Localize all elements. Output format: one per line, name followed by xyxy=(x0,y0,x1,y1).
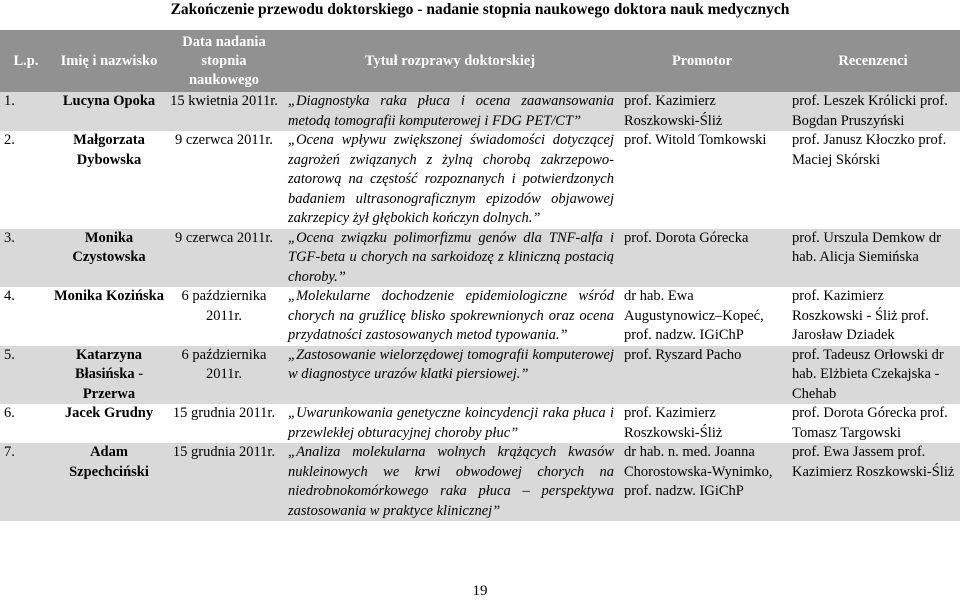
row-reviews: prof. Urszula Demkow dr hab. Alicja Siemińska xyxy=(786,229,960,288)
row-reviews: prof. Dorota Górecka prof. Tomasz Targowski xyxy=(786,404,960,443)
row-promoter: prof. Dorota Górecka xyxy=(618,229,786,288)
row-thesis: „Ocena związku polimorfizmu genów dla TNF-alfa i TGF-beta u chorych na sarkoidozę z kliniczną postacią choroby.” xyxy=(282,229,618,288)
row-lp: 1. xyxy=(0,92,52,131)
row-lp: 6. xyxy=(0,404,52,443)
table-header-row xyxy=(0,30,960,92)
row-date: 15 grudnia 2011r. xyxy=(166,443,282,521)
row-thesis: „Diagnostyka raka płuca i ocena zaawansowania metodą tomografii komputerowej i FDG PET/CT” xyxy=(282,92,618,131)
row-lp: 2. xyxy=(0,131,52,229)
row-date: 9 czerwca 2011r. xyxy=(166,229,282,288)
row-thesis: „Ocena wpływu zwiększonej świadomości dotyczącej zagrożeń związanych z żylną chorobą zakrzepowo-zatorową na częstość rozpoznanych i potwierdzonych badaniem ultrasonograficznym epizodów objawowej zakrzepicy żył głębokich kończyn dolnych.” xyxy=(282,131,618,229)
header-name: Imię i nazwisko xyxy=(52,30,166,92)
row-name: Katarzyna Błasińska - Przerwa xyxy=(52,346,166,405)
row-promoter: prof. Ryszard Pacho xyxy=(618,346,786,405)
table-row xyxy=(0,404,960,443)
row-promoter: prof. Witold Tomkowski xyxy=(618,131,786,229)
row-name: Monika Kozińska xyxy=(52,287,166,346)
row-reviews: prof. Kazimierz Roszkowski - Śliż prof. Jarosław Dziadek xyxy=(786,287,960,346)
row-reviews: prof. Tadeusz Orłowski dr hab. Elżbieta Czekajska - Chehab xyxy=(786,346,960,405)
row-name: Monika Czystowska xyxy=(52,229,166,288)
row-reviews: prof. Ewa Jassem prof. Kazimierz Roszkowski-Śliż xyxy=(786,443,960,521)
header-promoter: Promotor xyxy=(618,30,786,92)
row-name: Adam Szpechciński xyxy=(52,443,166,521)
row-reviews: prof. Janusz Kłoczko prof. Maciej Skórski xyxy=(786,131,960,229)
header-reviews: Recenzenci xyxy=(786,30,960,92)
row-date: 6 października 2011r. xyxy=(166,346,282,405)
row-lp: 4. xyxy=(0,287,52,346)
table-row xyxy=(0,287,960,346)
row-thesis: „Molekularne dochodzenie epidemiologiczne wśród chorych na gruźlicę blisko spokrewnionych oraz ocena przydatności zastosowanych metod typowania.” xyxy=(282,287,618,346)
page-title: Zakończenie przewodu doktorskiego - nadanie stopnia naukowego doktora nauk medycznych xyxy=(170,1,790,18)
table-row xyxy=(0,443,960,521)
table-row xyxy=(0,92,960,131)
row-thesis: „Zastosowanie wielorzędowej tomografii komputerowej w diagnostyce urazów klatki piersiowej.” xyxy=(282,346,618,405)
header-lp: L.p. xyxy=(0,30,52,92)
doctorates-table xyxy=(0,30,960,521)
row-date: 15 kwietnia 2011r. xyxy=(166,92,282,131)
row-thesis: „Analiza molekularna wolnych krążących kwasów nukleinowych we krwi obwodowej chorych na niedrobnokomórkowego raka płuca – perspektywa zastosowania w praktyce klinicznej” xyxy=(282,443,618,521)
header-thesis: Tytuł rozprawy doktorskiej xyxy=(282,30,618,92)
row-date: 9 czerwca 2011r. xyxy=(166,131,282,229)
table-row xyxy=(0,229,960,288)
table-row xyxy=(0,131,960,229)
row-promoter: prof. Kazimierz Roszkowski-Śliż xyxy=(618,404,786,443)
row-name: Małgorzata Dybowska xyxy=(52,131,166,229)
row-promoter: dr hab. Ewa Augustynowicz–Kopeć, prof. nadzw. IGiChP xyxy=(618,287,786,346)
row-name: Jacek Grudny xyxy=(52,404,166,443)
row-date: 6 października 2011r. xyxy=(166,287,282,346)
row-date: 15 grudnia 2011r. xyxy=(166,404,282,443)
row-thesis: „Uwarunkowania genetyczne koincydencji raka płuca i przewlekłej obturacyjnej choroby płuc” xyxy=(282,404,618,443)
row-lp: 3. xyxy=(0,229,52,288)
row-lp: 7. xyxy=(0,443,52,521)
header-date: Data nadania stopnia naukowego xyxy=(166,30,282,92)
row-promoter: prof. Kazimierz Roszkowski-Śliż xyxy=(618,92,786,131)
table-row xyxy=(0,346,960,405)
row-lp: 5. xyxy=(0,346,52,405)
row-reviews: prof. Leszek Królicki prof. Bogdan Pruszyński xyxy=(786,92,960,131)
row-promoter: dr hab. n. med. Joanna Chorostowska-Wynimko, prof. nadzw. IGiChP xyxy=(618,443,786,521)
row-name: Lucyna Opoka xyxy=(52,92,166,131)
page-number: 19 xyxy=(472,583,488,599)
